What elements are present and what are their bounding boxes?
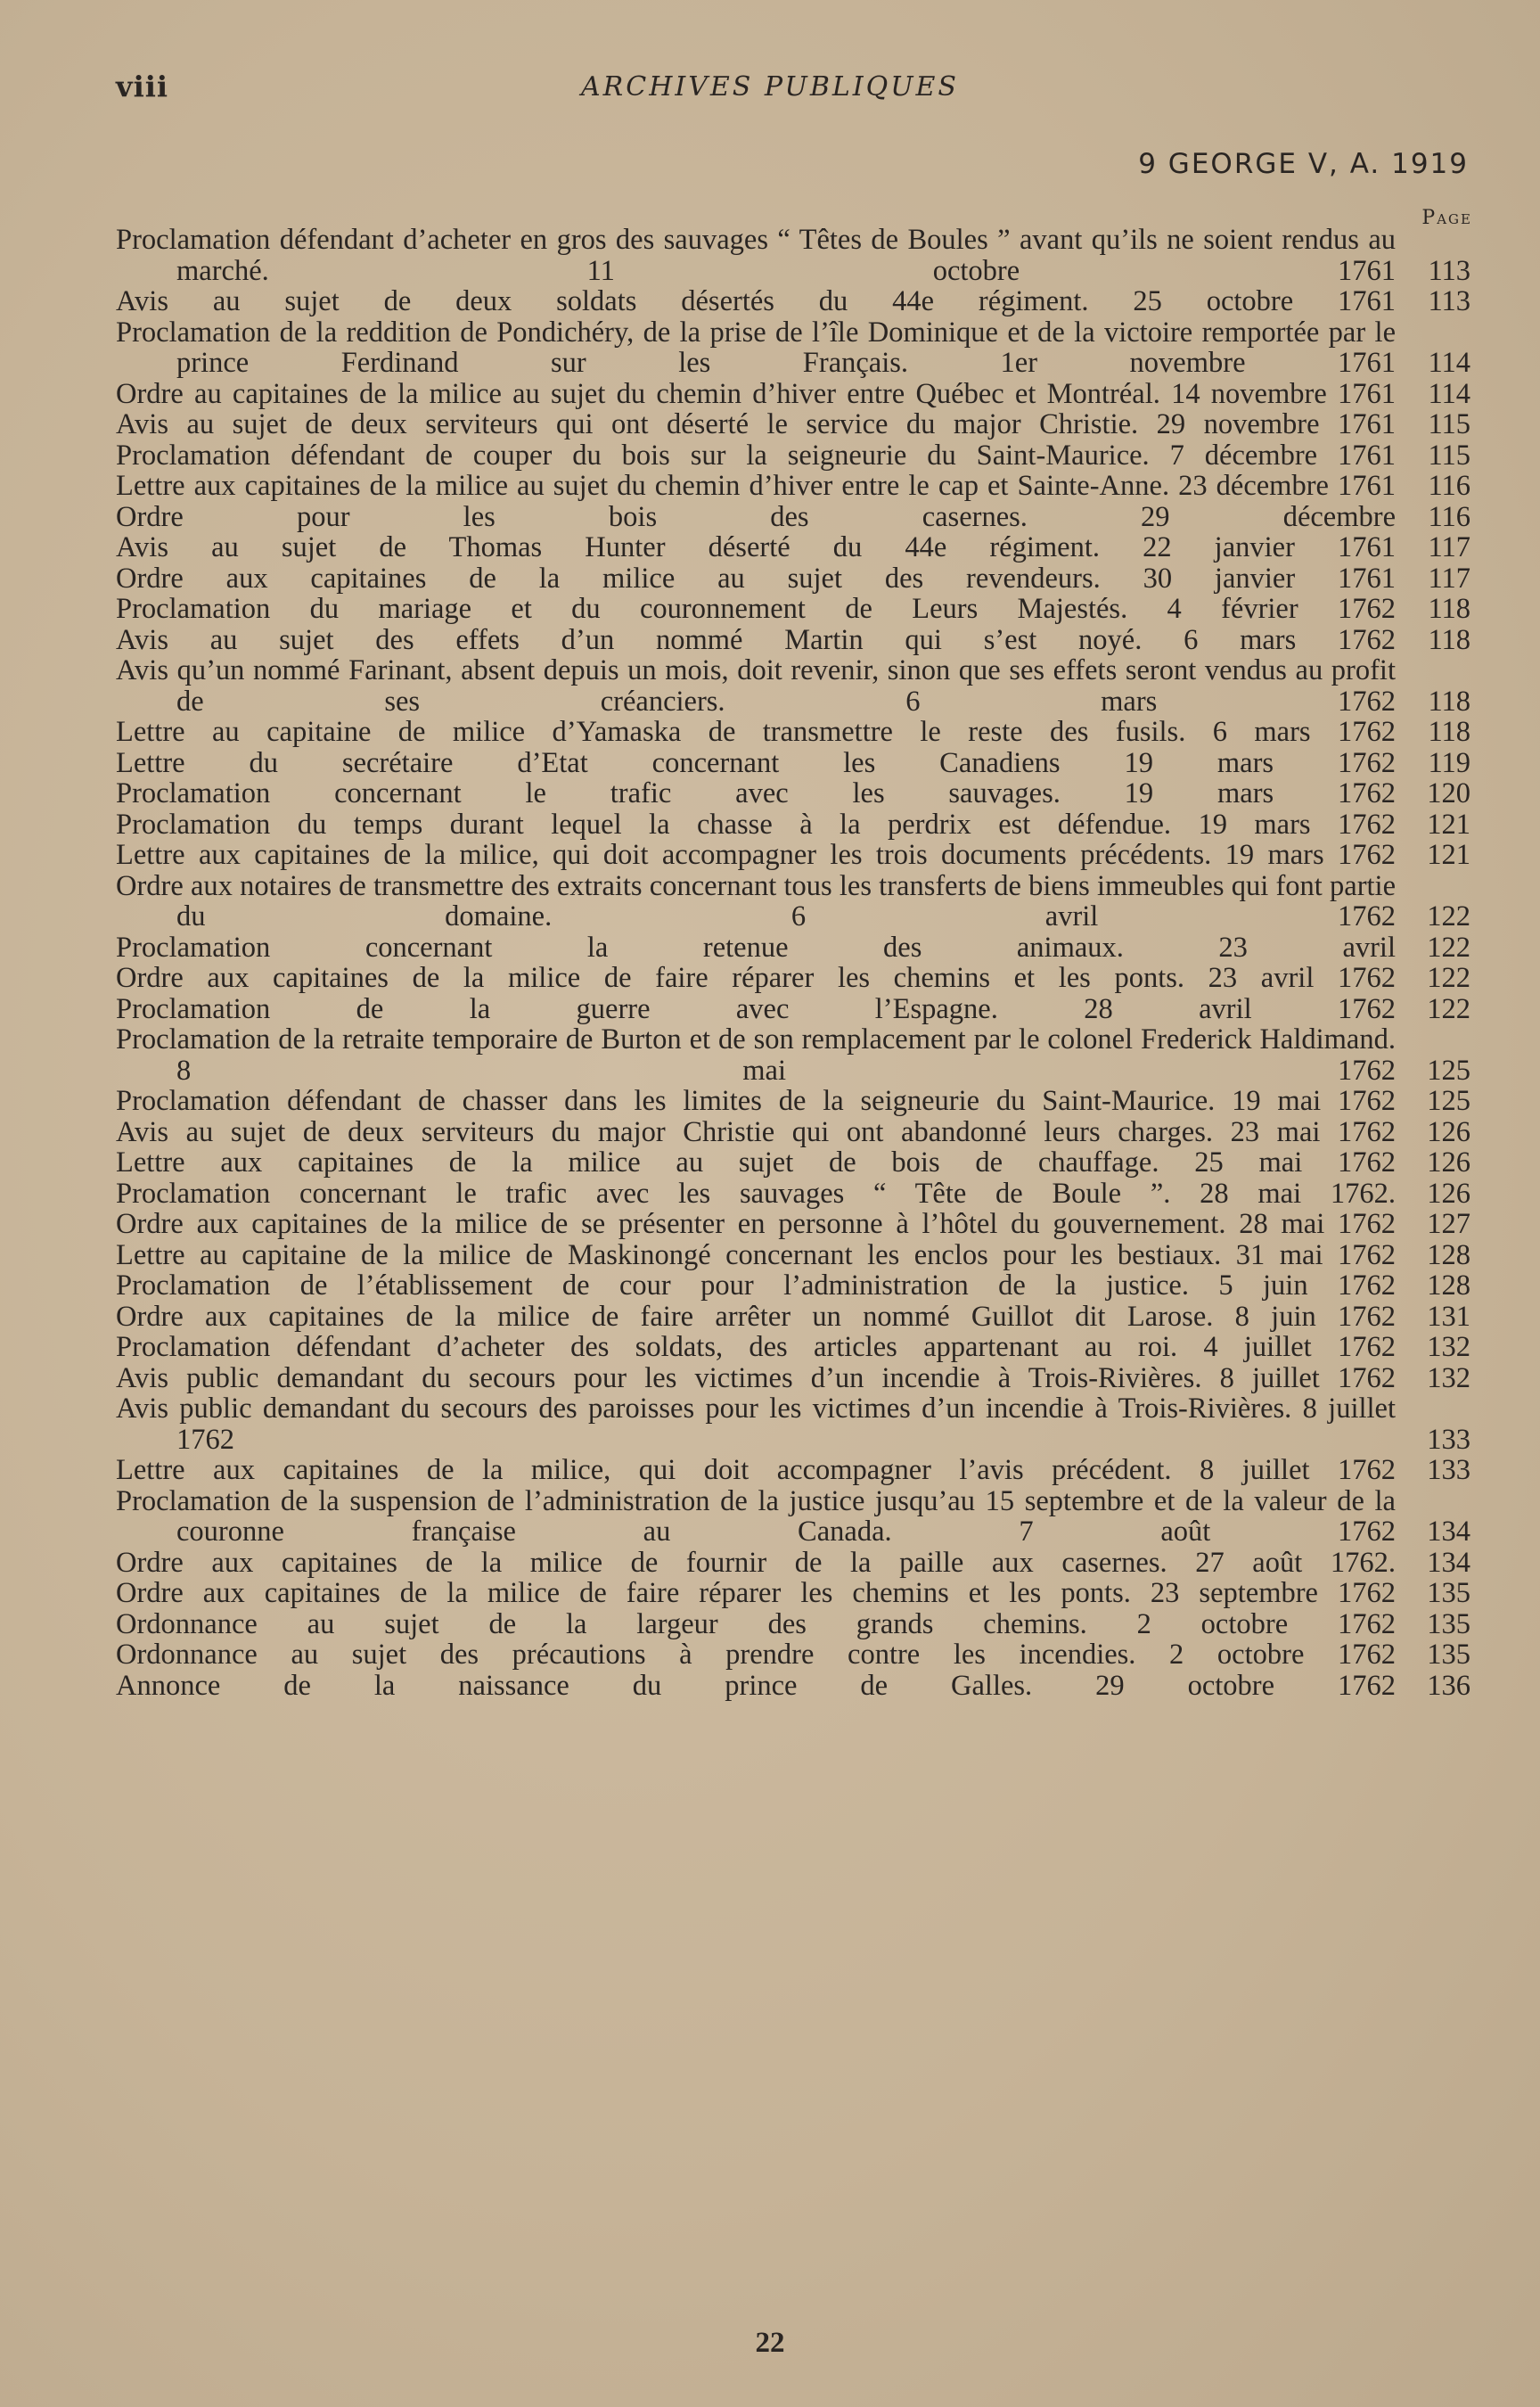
entry-page-number: 127 xyxy=(1427,1208,1470,1240)
entry-page-number: 117 xyxy=(1428,562,1470,595)
list-item xyxy=(116,379,1470,410)
list-item xyxy=(116,778,1470,809)
entry-title: Lettre aux capitaines de la milice, qui doit accompagner les trois documents précédents. 19 mars 1762 ..... xyxy=(116,840,1396,871)
entry-page-number: 134 xyxy=(1427,1546,1470,1579)
entry-title: Ordre aux capitaines de la milice de fournir de la paille aux casernes. 27 août 1762. ..... xyxy=(116,1548,1396,1579)
list-item xyxy=(116,286,1470,317)
entry-page-number: 128 xyxy=(1427,1269,1470,1302)
session-heading: 9 GEORGE V, A. 1919 xyxy=(1138,148,1469,180)
entry-page-number: 126 xyxy=(1427,1115,1470,1148)
entry-title: Ordre aux capitaines de la milice de faire arrêter un nommé Guillot dit Larose. 8 juin 1762 ..... xyxy=(116,1302,1396,1333)
entry-title: Lettre du secrétaire d’Etat concernant les Canadiens 19 mars 1762 ..... xyxy=(116,748,1396,779)
entry-title: Ordre aux capitaines de la milice de se présenter en personne à l’hôtel du gouvernement. 28 mai 1762 ..... xyxy=(116,1209,1396,1240)
list-item xyxy=(116,471,1470,502)
entry-title: Ordre pour les bois des casernes. 29 décembre ..... xyxy=(116,502,1396,533)
list-item xyxy=(116,440,1470,472)
entry-page-number: 133 xyxy=(1427,1454,1470,1486)
list-item xyxy=(116,871,1470,932)
entry-title: Lettre aux capitaines de la milice au sujet du chemin d’hiver entre le cap et Sainte-Anne. 23 décembre 1761 ..... xyxy=(116,471,1396,502)
entry-page-number: 125 xyxy=(1427,1054,1470,1087)
entry-title: Proclamation de la reddition de Pondichéry, de la prise de l’île Dominique et de la victoire remportée par le prince Ferdinand sur les Français. 1er novembre 1761 ..... xyxy=(116,317,1396,379)
entry-page-number: 128 xyxy=(1427,1238,1470,1271)
entry-page-number: 117 xyxy=(1428,531,1470,563)
list-item xyxy=(116,994,1470,1025)
list-item xyxy=(116,932,1470,964)
list-item xyxy=(116,1332,1470,1363)
entry-title: Proclamation concernant la retenue des animaux. 23 avril ..... xyxy=(116,932,1396,964)
list-item xyxy=(116,625,1470,656)
entry-title: Proclamation de la retraite temporaire de Burton et de son remplacement par le colonel Frederick Haldimand. 8 mai 1762 ..... xyxy=(116,1024,1396,1086)
entry-page-number: 118 xyxy=(1428,593,1470,625)
list-item xyxy=(116,655,1470,717)
entry-title: Ordre aux capitaines de la milice au sujet des revendeurs. 30 janvier 1761 ..... xyxy=(116,563,1396,595)
list-item xyxy=(116,717,1470,748)
entry-title: Avis au sujet de deux serviteurs du major Christie qui ont abandonné leurs charges. 23 mai 1762 ..... xyxy=(116,1117,1396,1148)
list-item xyxy=(116,1609,1470,1640)
entry-page-number: 118 xyxy=(1428,623,1470,656)
list-item xyxy=(116,1639,1470,1671)
entry-title: Proclamation de l’établissement de cour pour l’administration de la justice. 5 juin 1762 ..... xyxy=(116,1270,1396,1302)
entry-title: Proclamation défendant de couper du bois sur la seigneurie du Saint-Maurice. 7 décembre 1761 ..... xyxy=(116,440,1396,472)
list-item xyxy=(116,1302,1470,1333)
entry-page-number: 114 xyxy=(1428,347,1470,379)
entry-page-number: 135 xyxy=(1427,1607,1470,1640)
entry-page-number: 122 xyxy=(1427,900,1470,932)
entry-page-number: 133 xyxy=(1427,1423,1470,1456)
list-item xyxy=(116,1240,1470,1271)
entry-page-number: 118 xyxy=(1428,685,1470,718)
entry-page-number: 122 xyxy=(1427,931,1470,964)
entry-page-number: 126 xyxy=(1427,1177,1470,1210)
entry-title: Proclamation défendant de chasser dans les limites de la seigneurie du Saint-Maurice. 19 mai 1762 ..... xyxy=(116,1086,1396,1117)
entry-title: Ordre aux notaires de transmettre des extraits concernant tous les transferts de biens immeubles qui font partie du domaine. 6 avril 1762 ..... xyxy=(116,871,1396,932)
entry-page-number: 119 xyxy=(1428,746,1470,779)
entry-page-number: 118 xyxy=(1428,716,1470,748)
entry-page-number: 134 xyxy=(1427,1516,1470,1548)
entry-title: Avis public demandant du secours des paroisses pour les victimes d’un incendie à Trois-Rivières. 8 juillet 1762 ..... xyxy=(116,1393,1396,1455)
list-item xyxy=(116,1086,1470,1117)
entry-title: Avis au sujet de Thomas Hunter déserté du 44e régiment. 22 janvier 1761 ..... xyxy=(116,532,1396,563)
list-item xyxy=(116,1024,1470,1086)
list-item xyxy=(116,1147,1470,1179)
list-item xyxy=(116,1455,1470,1486)
list-item xyxy=(116,563,1470,595)
list-item xyxy=(116,1179,1470,1210)
entry-title: Avis qu’un nommé Farinant, absent depuis un mois, doit revenir, sinon que ses effets seront vendus au profit de ses créanciers. 6 mars 1762 ..... xyxy=(116,655,1396,717)
list-item xyxy=(116,1363,1470,1394)
list-item xyxy=(116,1270,1470,1302)
entry-page-number: 115 xyxy=(1428,439,1470,472)
entry-page-number: 122 xyxy=(1427,962,1470,994)
entry-page-number: 131 xyxy=(1427,1300,1470,1333)
entry-page-number: 120 xyxy=(1427,777,1470,809)
entry-title: Ordre aux capitaines de la milice de faire réparer les chemins et les ponts. 23 avril 1762 ..... xyxy=(116,963,1396,994)
entry-title: Proclamation du temps durant lequel la chasse à la perdrix est défendue. 19 mars 1762 ..... xyxy=(116,809,1396,841)
entry-page-number: 122 xyxy=(1427,992,1470,1025)
entry-page-number: 116 xyxy=(1428,500,1470,533)
list-item xyxy=(116,1209,1470,1240)
entry-page-number: 113 xyxy=(1428,254,1470,287)
page-column-label: Page xyxy=(1421,207,1472,229)
list-item xyxy=(116,809,1470,841)
list-item xyxy=(116,748,1470,779)
entry-title: Proclamation concernant le trafic avec les sauvages. 19 mars 1762 ..... xyxy=(116,778,1396,809)
list-item xyxy=(116,502,1470,533)
entry-page-number: 115 xyxy=(1428,408,1470,440)
entry-title: Proclamation concernant le trafic avec les sauvages “ Tête de Boule ”. 28 mai 1762. ..... xyxy=(116,1179,1396,1210)
entry-title: Lettre au capitaine de la milice de Maskinongé concernant les enclos pour les bestiaux. 31 mai 1762 ..... xyxy=(116,1240,1396,1271)
list-item xyxy=(116,594,1470,625)
table-of-contents xyxy=(116,225,1470,1701)
entry-page-number: 121 xyxy=(1427,839,1470,871)
list-item xyxy=(116,1393,1470,1455)
entry-title: Proclamation du mariage et du couronnement de Leurs Majestés. 4 février 1762 ..... xyxy=(116,594,1396,625)
list-item xyxy=(116,1671,1470,1702)
entry-title: Avis au sujet de deux soldats désertés du 44e régiment. 25 octobre 1761 ..... xyxy=(116,286,1396,317)
entry-title: Lettre aux capitaines de la milice, qui doit accompagner l’avis précédent. 8 juillet 1762 ..... xyxy=(116,1455,1396,1486)
entry-page-number: 135 xyxy=(1427,1577,1470,1609)
running-title: ARCHIVES PUBLIQUES xyxy=(581,71,959,103)
entry-title: Ordre aux capitaines de la milice de faire réparer les chemins et les ponts. 23 septembre 1762 ..... xyxy=(116,1578,1396,1609)
entry-page-number: 135 xyxy=(1427,1639,1470,1671)
entry-title: Lettre aux capitaines de la milice au sujet de bois de chauffage. 25 mai 1762 ..... xyxy=(116,1147,1396,1179)
entry-page-number: 121 xyxy=(1427,808,1470,841)
list-item xyxy=(116,532,1470,563)
list-item xyxy=(116,409,1470,440)
list-item xyxy=(116,1117,1470,1148)
footer-page-number: 22 xyxy=(755,2327,785,2359)
list-item xyxy=(116,317,1470,379)
entry-title: Ordre au capitaines de la milice au sujet du chemin d’hiver entre Québec et Montréal. 14 novembre 1761 ..... xyxy=(116,379,1396,410)
list-item xyxy=(116,1578,1470,1609)
list-item xyxy=(116,963,1470,994)
entry-title: Proclamation défendant d’acheter des soldats, des articles appartenant au roi. 4 juillet 1762 ..... xyxy=(116,1332,1396,1363)
list-item xyxy=(116,225,1470,286)
entry-page-number: 113 xyxy=(1428,285,1470,317)
entry-page-number: 132 xyxy=(1427,1361,1470,1394)
entry-page-number: 126 xyxy=(1427,1146,1470,1179)
entry-title: Ordonnance au sujet des précautions à prendre contre les incendies. 2 octobre 1762 ..... xyxy=(116,1639,1396,1671)
entry-page-number: 114 xyxy=(1428,377,1470,410)
entry-title: Proclamation de la suspension de l’administration de la justice jusqu’au 15 septembre et de la valeur de la couronne française au Canada. 7 août 1762 ..... xyxy=(116,1486,1396,1548)
entry-title: Avis au sujet des effets d’un nommé Martin qui s’est noyé. 6 mars 1762 ..... xyxy=(116,625,1396,656)
list-item xyxy=(116,1486,1470,1548)
entry-page-number: 132 xyxy=(1427,1331,1470,1363)
list-item xyxy=(116,1548,1470,1579)
entry-page-number: 136 xyxy=(1427,1669,1470,1702)
entry-title: Annonce de la naissance du prince de Galles. 29 octobre 1762 ..... xyxy=(116,1671,1396,1702)
entry-title: Ordonnance au sujet de la largeur des grands chemins. 2 octobre 1762 ..... xyxy=(116,1609,1396,1640)
entry-page-number: 125 xyxy=(1427,1085,1470,1117)
entry-title: Proclamation de la guerre avec l’Espagne. 28 avril 1762 ..... xyxy=(116,994,1396,1025)
entry-page-number: 116 xyxy=(1428,470,1470,502)
entry-title: Proclamation défendant d’acheter en gros des sauvages “ Têtes de Boules ” avant qu’ils ne soient rendus au marché. 11 octobre 1761 ..... xyxy=(116,225,1396,286)
entry-title: Avis public demandant du secours pour les victimes d’un incendie à Trois-Rivières. 8 juillet 1762 ..... xyxy=(116,1363,1396,1394)
entry-title: Lettre au capitaine de milice d’Yamaska de transmettre le reste des fusils. 6 mars 1762 ..... xyxy=(116,717,1396,748)
list-item xyxy=(116,840,1470,871)
page-number-roman: viii xyxy=(116,70,169,103)
entry-title: Avis au sujet de deux serviteurs qui ont déserté le service du major Christie. 29 novembre 1761 ..... xyxy=(116,409,1396,440)
